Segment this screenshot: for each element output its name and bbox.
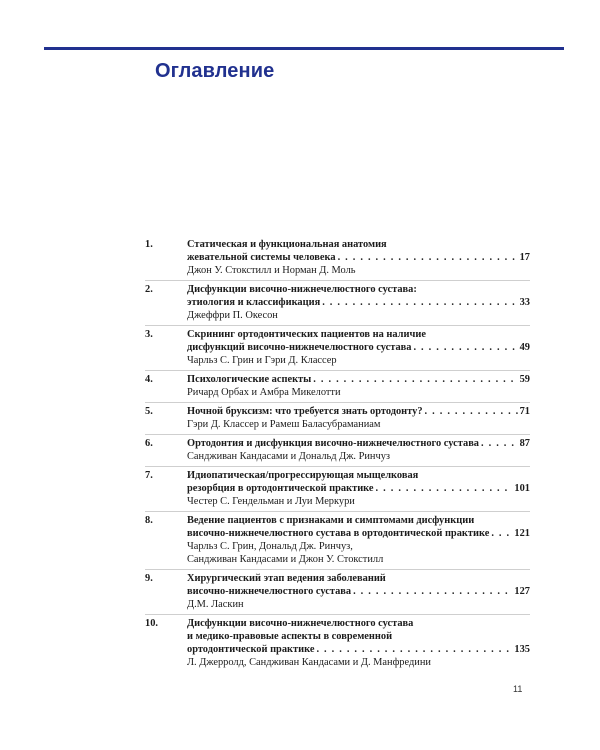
chapter-title-text: височно-нижнечелюстного сустава (187, 586, 352, 597)
toc-entry[interactable] (145, 435, 530, 467)
chapter-title-last-line (187, 585, 530, 598)
chapter-number: 3. (145, 329, 153, 340)
table-of-contents (145, 236, 530, 672)
chapter-title-line: Хирургический этап ведения заболеваний (187, 573, 386, 584)
dot-leader (316, 643, 512, 656)
chapter-page-number: 121 (514, 528, 530, 539)
dot-leader (338, 251, 518, 264)
toc-entry[interactable] (145, 403, 530, 435)
chapter-number: 5. (145, 406, 153, 417)
chapter-title-line: Дисфункции височно-нижнечелюстного сустава (187, 618, 414, 629)
chapter-body (187, 514, 530, 566)
chapter-title-last-line (187, 405, 530, 418)
chapter-number: 6. (145, 438, 153, 449)
chapter-number: 4. (145, 374, 153, 385)
toc-entry[interactable] (145, 281, 530, 326)
toc-entry[interactable] (145, 570, 530, 615)
dot-leader (353, 585, 512, 598)
chapter-body (187, 373, 530, 399)
chapter-authors: Сандживан Кандасами и Дональд Дж. Ринчуз (187, 451, 391, 462)
chapter-authors: Честер С. Гендельман и Луи Меркури (187, 496, 355, 507)
chapter-body (187, 572, 530, 611)
toc-entry[interactable] (145, 467, 530, 512)
chapter-title-line: Ведение пациентов с признаками и симптомами дисфункции (187, 515, 475, 526)
chapter-body (187, 437, 530, 463)
page-number: 11 (513, 684, 523, 694)
chapter-authors: Чарльз С. Грин и Гэри Д. Классер (187, 355, 337, 366)
toc-entry[interactable] (145, 236, 530, 281)
chapter-title-text: Ортодонтия и дисфункция височно-нижнечелюстного сустава (187, 438, 480, 449)
chapter-number: 1. (145, 239, 153, 250)
chapter-authors: Джон У. Стокстилл и Норман Д. Моль (187, 265, 356, 276)
dot-leader (425, 405, 518, 418)
chapter-title-line: Дисфункции височно-нижнечелюстного сустава: (187, 284, 417, 295)
chapter-number: 9. (145, 573, 153, 584)
chapter-title-line: Скрининг ортодонтических пациентов на наличие (187, 329, 426, 340)
chapter-title-text: Психологические аспекты (187, 374, 312, 385)
chapter-body (187, 328, 530, 367)
chapter-authors: Джеффри П. Окесон (187, 310, 278, 321)
chapter-authors: Чарльз С. Грин, Дональд Дж. Ринчуз, (187, 541, 353, 552)
toc-entry[interactable] (145, 371, 530, 403)
dot-leader (481, 437, 518, 450)
toc-entry[interactable] (145, 512, 530, 570)
chapter-title-last-line (187, 296, 530, 309)
chapter-authors: Л. Джерролд, Сандживан Кандасами и Д. Манфредини (187, 657, 431, 668)
chapter-number: 10. (145, 618, 158, 629)
toc-entry[interactable] (145, 615, 530, 672)
chapter-title-last-line (187, 373, 530, 386)
chapter-page-number: 87 (519, 438, 530, 449)
chapter-page-number: 101 (514, 483, 530, 494)
chapter-title-last-line (187, 341, 530, 354)
page-title: Оглавление (155, 60, 275, 82)
chapter-body (187, 238, 530, 277)
dot-leader (413, 341, 517, 354)
chapter-page-number: 17 (519, 252, 530, 263)
chapter-title-last-line (187, 482, 530, 495)
chapter-title-last-line (187, 437, 530, 450)
chapter-page-number: 71 (519, 406, 530, 417)
chapter-authors: Сандживан Кандасами и Джон У. Стокстилл (187, 554, 384, 565)
chapter-title-text: резорбция в ортодонтической практике (187, 483, 374, 494)
chapter-number: 7. (145, 470, 153, 481)
chapter-page-number: 127 (514, 586, 530, 597)
chapter-body (187, 469, 530, 508)
chapter-title-text: этиология и классификация (187, 297, 321, 308)
chapter-title-text: ортодонтической практике (187, 644, 315, 655)
chapter-body (187, 283, 530, 322)
chapter-title-line: Идиопатическая/прогрессирующая мыщелковая (187, 470, 419, 481)
chapter-title-last-line (187, 643, 530, 656)
chapter-authors: Ричард Орбах и Амбра Микелотти (187, 387, 341, 398)
chapter-page-number: 59 (519, 374, 530, 385)
toc-entry[interactable] (145, 326, 530, 371)
chapter-title-line: и медико-правовые аспекты в современной (187, 631, 393, 642)
chapter-title-text: жевательной системы человека (187, 252, 336, 263)
dot-leader (322, 296, 517, 309)
chapter-title-text: Ночной бруксизм: что требуется знать ортодонту? (187, 406, 423, 417)
chapter-title-text: височно-нижнечелюстного сустава в ортодонтической практике (187, 528, 490, 539)
dot-leader (376, 482, 513, 495)
chapter-page-number: 135 (514, 644, 530, 655)
chapter-title-text: дисфункций височно-нижнечелюстного сустава (187, 342, 412, 353)
chapter-authors: Гэри Д. Классер и Рамеш Баласубраманиам (187, 419, 381, 430)
chapter-body (187, 405, 530, 431)
chapter-body (187, 617, 530, 669)
top-rule (44, 47, 564, 50)
dot-leader (313, 373, 517, 386)
dot-leader (491, 527, 512, 540)
chapter-title-last-line (187, 527, 530, 540)
chapter-number: 2. (145, 284, 153, 295)
chapter-title-line: Статическая и функциональная анатомия (187, 239, 387, 250)
chapter-number: 8. (145, 515, 153, 526)
chapter-authors: Д.М. Ласкин (187, 599, 244, 610)
chapter-title-last-line (187, 251, 530, 264)
chapter-page-number: 49 (519, 342, 530, 353)
chapter-page-number: 33 (519, 297, 530, 308)
